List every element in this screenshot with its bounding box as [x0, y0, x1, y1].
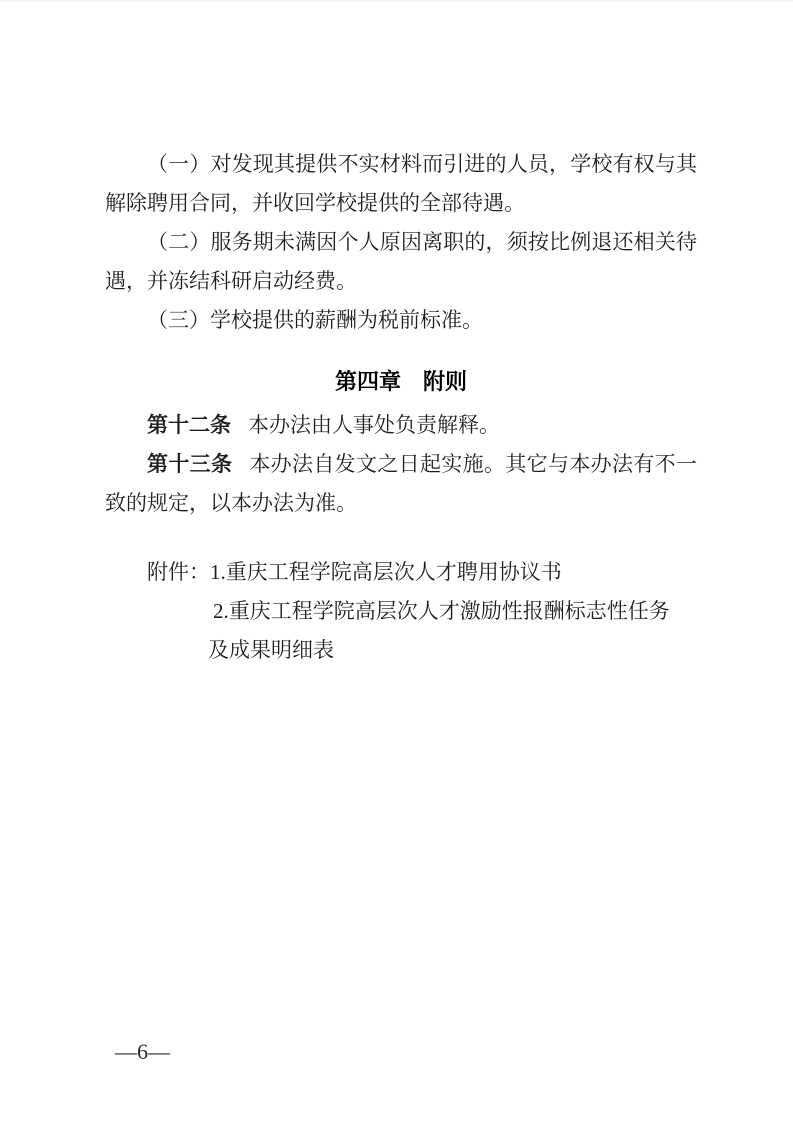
- article-text: 本办法由人事处负责解释。: [248, 413, 500, 437]
- attachment-text: 及成果明细表: [208, 638, 334, 662]
- page-number: —6—: [115, 1039, 170, 1064]
- clause-text: （一）对发现其提供不实材料而引进的人员，学校有权与其解除聘用合同，并收回学校提供的全部待遇。: [105, 152, 697, 215]
- attachment-line-1: [105, 553, 697, 592]
- article-12: [105, 406, 697, 445]
- article-text: 本办法自发文之日起实施。其它与本办法有不一致的规定，以本办法为准。: [105, 452, 698, 515]
- attachment-marker: 1.: [210, 560, 226, 584]
- attachments-label: 附件：: [147, 560, 210, 584]
- attachment-line-2: [105, 592, 697, 631]
- clause-text: （二）服务期未满因个人原因离职的，须按比例退还相关待遇，并冻结科研启动经费。: [105, 230, 697, 293]
- clause-item-2: [105, 223, 697, 301]
- article-number: 第十三条: [147, 452, 233, 476]
- attachment-text: 重庆工程学院高层次人才聘用协议书: [225, 560, 562, 584]
- clause-item-3: [105, 301, 697, 340]
- clause-item-1: [105, 145, 697, 223]
- article-number: 第十二条: [147, 413, 231, 437]
- attachment-text: 重庆工程学院高层次人才激励性报酬标志性任务: [228, 599, 670, 623]
- attachment-line-3: [105, 631, 697, 670]
- clause-text: （三）学校提供的薪酬为税前标准。: [147, 308, 483, 332]
- article-13: [105, 445, 697, 523]
- chapter-heading: 第四章 附则: [334, 369, 467, 394]
- document-body: [105, 145, 697, 670]
- attachments-block: [105, 553, 697, 670]
- attachment-marker: 2.: [213, 599, 229, 623]
